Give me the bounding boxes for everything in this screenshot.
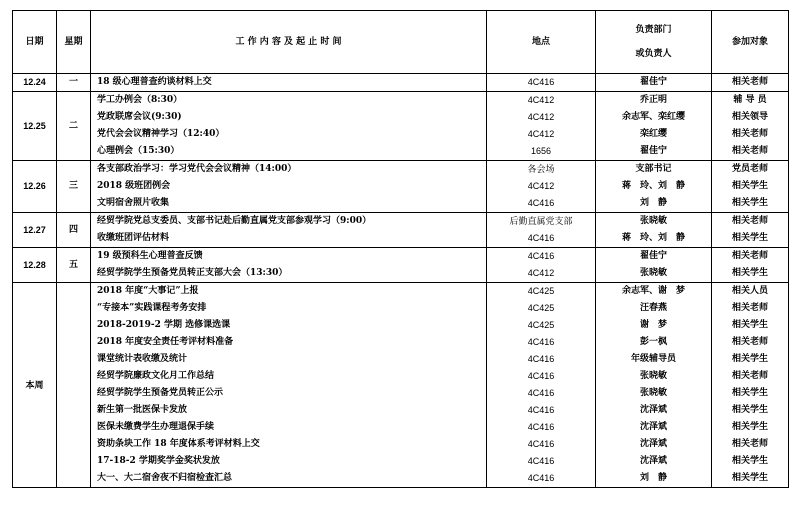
responsible-cell: 张晓敏 bbox=[596, 213, 712, 231]
content-cell: 党代会会议精神学习（12:40） bbox=[91, 126, 487, 143]
responsible-cell: 谢 梦 bbox=[596, 317, 712, 334]
target-cell: 辅 导 员 bbox=[712, 92, 789, 110]
responsible-cell: 沈泽斌 bbox=[596, 402, 712, 419]
target-cell: 相关老师 bbox=[712, 126, 789, 143]
responsible-cell: 沈泽斌 bbox=[596, 436, 712, 453]
weekday-cell: 一 bbox=[57, 74, 91, 92]
location-cell: 4C416 bbox=[487, 334, 596, 351]
location-cell: 各会场 bbox=[487, 161, 596, 179]
content-cell: 经贸学院党总支委员、支部书记赴后勤直属党支部参观学习（9:00） bbox=[91, 213, 487, 231]
target-cell: 相关学生 bbox=[712, 317, 789, 334]
location-cell: 4C412 bbox=[487, 92, 596, 110]
schedule-row bbox=[13, 300, 789, 317]
schedule-row bbox=[13, 265, 789, 283]
content-cell: 经贸学院廉政文化月工作总结 bbox=[91, 368, 487, 385]
schedule-row bbox=[13, 230, 789, 248]
schedule-row bbox=[13, 74, 789, 92]
schedule-sheet bbox=[12, 10, 789, 488]
responsible-cell: 蒋 玲、刘 静 bbox=[596, 230, 712, 248]
schedule-row bbox=[13, 109, 789, 126]
target-cell: 相关老师 bbox=[712, 436, 789, 453]
content-cell: 医保未缴费学生办理退保手续 bbox=[91, 419, 487, 436]
content-cell: 2018 年度“大事记”上报 bbox=[91, 283, 487, 301]
header-location: 地点 bbox=[487, 11, 596, 74]
schedule-row bbox=[13, 419, 789, 436]
schedule-row bbox=[13, 143, 789, 161]
target-cell: 相关老师 bbox=[712, 300, 789, 317]
weekday-cell bbox=[57, 283, 91, 488]
location-cell: 4C416 bbox=[487, 230, 596, 248]
header-responsible bbox=[596, 11, 712, 74]
schedule-row bbox=[13, 126, 789, 143]
target-cell: 相关老师 bbox=[712, 143, 789, 161]
content-cell: 2018-2019-2 学期 选修课选课 bbox=[91, 317, 487, 334]
header-content: 工 作 内 容 及 起 止 时 间 bbox=[91, 11, 487, 74]
responsible-cell: 刘 静 bbox=[596, 195, 712, 213]
location-cell: 4C416 bbox=[487, 453, 596, 470]
location-cell: 4C412 bbox=[487, 178, 596, 195]
location-cell: 4C416 bbox=[487, 248, 596, 266]
schedule-row bbox=[13, 92, 789, 110]
location-cell: 4C416 bbox=[487, 368, 596, 385]
content-cell: “专接本”实践课程考务安排 bbox=[91, 300, 487, 317]
target-cell: 相关学生 bbox=[712, 265, 789, 283]
responsible-cell: 沈泽斌 bbox=[596, 453, 712, 470]
schedule-row bbox=[13, 385, 789, 402]
responsible-cell: 翟佳宁 bbox=[596, 74, 712, 92]
content-cell: 文明宿舍照片收集 bbox=[91, 195, 487, 213]
responsible-cell: 乔正明 bbox=[596, 92, 712, 110]
target-cell: 相关老师 bbox=[712, 74, 789, 92]
responsible-cell: 余志军、栾红缨 bbox=[596, 109, 712, 126]
responsible-cell: 刘 静 bbox=[596, 470, 712, 488]
content-cell: 收缴班团评估材料 bbox=[91, 230, 487, 248]
target-cell: 相关学生 bbox=[712, 230, 789, 248]
location-cell: 4C416 bbox=[487, 385, 596, 402]
content-cell: 2018 年度安全责任考评材料准备 bbox=[91, 334, 487, 351]
schedule-row bbox=[13, 317, 789, 334]
date-cell: 12.24 bbox=[13, 74, 57, 92]
content-cell: 资助条块工作 18 年度体系考评材料上交 bbox=[91, 436, 487, 453]
location-cell: 4C412 bbox=[487, 126, 596, 143]
content-cell: 学工办例会（8:30） bbox=[91, 92, 487, 110]
schedule-row bbox=[13, 178, 789, 195]
weekday-cell: 二 bbox=[57, 92, 91, 161]
location-cell: 4C416 bbox=[487, 402, 596, 419]
responsible-cell: 栾红缨 bbox=[596, 126, 712, 143]
location-cell: 4C416 bbox=[487, 195, 596, 213]
schedule-body bbox=[13, 11, 789, 488]
location-cell: 4C416 bbox=[487, 74, 596, 92]
responsible-cell: 汪春燕 bbox=[596, 300, 712, 317]
schedule-row bbox=[13, 402, 789, 419]
schedule-row bbox=[13, 351, 789, 368]
location-cell: 后勤直属党支部 bbox=[487, 213, 596, 231]
target-cell: 相关老师 bbox=[712, 368, 789, 385]
target-cell: 相关学生 bbox=[712, 419, 789, 436]
header-responsible-line1: 负责部门 bbox=[635, 25, 672, 35]
responsible-cell: 蒋 玲、刘 静 bbox=[596, 178, 712, 195]
content-cell: 19 级预科生心理普查反馈 bbox=[91, 248, 487, 266]
responsible-cell: 张晓敏 bbox=[596, 368, 712, 385]
location-cell: 4C416 bbox=[487, 436, 596, 453]
responsible-cell: 年级辅导员 bbox=[596, 351, 712, 368]
schedule-row bbox=[13, 213, 789, 231]
date-cell: 12.26 bbox=[13, 161, 57, 213]
responsible-cell: 彭一枫 bbox=[596, 334, 712, 351]
location-cell: 4C425 bbox=[487, 317, 596, 334]
target-cell: 相关老师 bbox=[712, 334, 789, 351]
schedule-row bbox=[13, 334, 789, 351]
content-cell: 经贸学院学生预备党员转正公示 bbox=[91, 385, 487, 402]
target-cell: 相关学生 bbox=[712, 195, 789, 213]
target-cell: 相关老师 bbox=[712, 248, 789, 266]
schedule-row bbox=[13, 195, 789, 213]
header-responsible-line2: 或负责人 bbox=[635, 49, 672, 59]
content-cell: 17-18-2 学期奖学金奖状发放 bbox=[91, 453, 487, 470]
responsible-cell: 张晓敏 bbox=[596, 385, 712, 402]
target-cell: 相关老师 bbox=[712, 213, 789, 231]
content-cell: 大一、大二宿舍夜不归宿检查汇总 bbox=[91, 470, 487, 488]
schedule-row bbox=[13, 368, 789, 385]
responsible-cell: 支部书记 bbox=[596, 161, 712, 179]
date-cell: 本周 bbox=[13, 283, 57, 488]
header-weekday: 星期 bbox=[57, 11, 91, 74]
location-cell: 4C425 bbox=[487, 300, 596, 317]
target-cell: 相关学生 bbox=[712, 470, 789, 488]
target-cell: 相关学生 bbox=[712, 351, 789, 368]
header-row bbox=[13, 11, 789, 74]
content-cell: 党政联席会议(9:30) bbox=[91, 109, 487, 126]
content-cell: 2018 级班团例会 bbox=[91, 178, 487, 195]
schedule-row bbox=[13, 436, 789, 453]
date-cell: 12.28 bbox=[13, 248, 57, 283]
responsible-cell: 沈泽斌 bbox=[596, 419, 712, 436]
date-cell: 12.25 bbox=[13, 92, 57, 161]
schedule-row bbox=[13, 283, 789, 301]
weekday-cell: 四 bbox=[57, 213, 91, 248]
date-cell: 12.27 bbox=[13, 213, 57, 248]
schedule-row bbox=[13, 248, 789, 266]
content-cell: 心理例会（15:30） bbox=[91, 143, 487, 161]
target-cell: 相关领导 bbox=[712, 109, 789, 126]
header-date: 日期 bbox=[13, 11, 57, 74]
location-cell: 4C416 bbox=[487, 419, 596, 436]
target-cell: 相关人员 bbox=[712, 283, 789, 301]
location-cell: 4C416 bbox=[487, 351, 596, 368]
responsible-cell: 翟佳宁 bbox=[596, 143, 712, 161]
content-cell: 18 级心理普查约谈材料上交 bbox=[91, 74, 487, 92]
location-cell: 4C416 bbox=[487, 470, 596, 488]
schedule-row bbox=[13, 470, 789, 488]
weekly-schedule-table bbox=[12, 10, 789, 488]
content-cell: 各支部政治学习：学习党代会会议精神（14:00） bbox=[91, 161, 487, 179]
location-cell: 4C425 bbox=[487, 283, 596, 301]
responsible-cell: 张晓敏 bbox=[596, 265, 712, 283]
location-cell: 4C412 bbox=[487, 265, 596, 283]
content-cell: 课堂统计表收缴及统计 bbox=[91, 351, 487, 368]
weekday-cell: 三 bbox=[57, 161, 91, 213]
responsible-cell: 翟佳宁 bbox=[596, 248, 712, 266]
responsible-cell: 余志军、谢 梦 bbox=[596, 283, 712, 301]
location-cell: 1656 bbox=[487, 143, 596, 161]
target-cell: 相关学生 bbox=[712, 402, 789, 419]
location-cell: 4C412 bbox=[487, 109, 596, 126]
weekday-cell: 五 bbox=[57, 248, 91, 283]
schedule-row bbox=[13, 161, 789, 179]
target-cell: 相关学生 bbox=[712, 453, 789, 470]
target-cell: 党员老师 bbox=[712, 161, 789, 179]
content-cell: 新生第一批医保卡发放 bbox=[91, 402, 487, 419]
header-target: 参加对象 bbox=[712, 11, 789, 74]
target-cell: 相关学生 bbox=[712, 385, 789, 402]
content-cell: 经贸学院学生预备党员转正支部大会（13:30） bbox=[91, 265, 487, 283]
target-cell: 相关学生 bbox=[712, 178, 789, 195]
schedule-row bbox=[13, 453, 789, 470]
